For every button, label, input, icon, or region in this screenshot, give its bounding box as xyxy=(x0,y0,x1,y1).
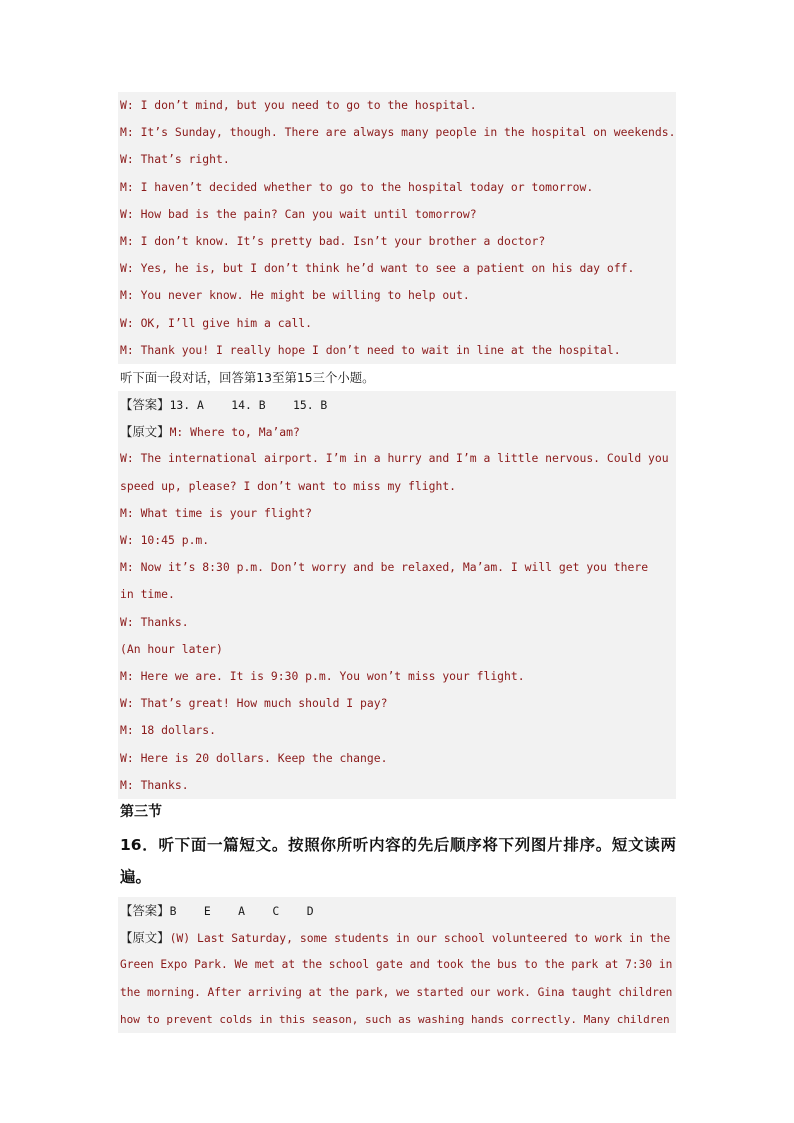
dialogue-line: W: How bad is the pain? Can you wait until tomorrow? xyxy=(120,206,477,221)
instruction-13-15: 听下面一段对话，回答第13至第15三个小题。 xyxy=(118,364,676,391)
transcript-line: W: Thanks. xyxy=(120,614,189,629)
transcript-first-line xyxy=(118,924,676,951)
dialogue-line: W: Yes, he is, but I don’t think he’d want to see a patient on his day off. xyxy=(120,261,635,276)
document-page xyxy=(118,92,676,1033)
transcript-line: in time. xyxy=(120,587,175,602)
section-heading: 第三节 xyxy=(118,799,676,826)
dialogue-line: W: I don’t mind, but you need to go to the hospital. xyxy=(120,98,477,112)
answer-line xyxy=(118,391,676,418)
answer-block-16 xyxy=(118,897,676,1033)
transcript-text: M: Where to, Ma’am? xyxy=(169,425,300,440)
answer-tag: 【答案】 xyxy=(120,397,170,413)
dialogue-line: M: I don’t know. It’s pretty bad. Isn’t your brother a doctor? xyxy=(120,233,546,248)
transcript-line: Green Expo Park. We met at the school gate and took the bus to the park at 7:30 in xyxy=(120,958,673,972)
question-16: 16．听下面一篇短文。按照你所听内容的先后顺序将下列图片排序。短文读两遍。 xyxy=(118,826,676,897)
transcript-tag: 【原文】 xyxy=(120,930,170,946)
transcript-line: W: 10:45 p.m. xyxy=(120,533,210,547)
transcript-line: (An hour later) xyxy=(120,641,223,656)
dialogue-line: M: I haven’t decided whether to go to the hospital today or tomorrow. xyxy=(120,179,594,194)
answer-text: 13. A 14. B 15. B xyxy=(169,398,328,413)
transcript-text: (W) Last Saturday, some students in our school volunteered to work in the xyxy=(169,931,671,946)
answer-tag: 【答案】 xyxy=(120,903,170,919)
transcript-line: M: Now it’s 8:30 p.m. Don’t worry and be relaxed, Ma’am. I will get you there xyxy=(120,560,649,575)
transcript-tag: 【原文】 xyxy=(120,424,170,440)
transcript-line: M: What time is your flight? xyxy=(120,505,313,520)
transcript-line: speed up, please? I don’t want to miss my flight. xyxy=(120,478,457,493)
transcript-line: M: 18 dollars. xyxy=(120,723,217,738)
dialogue-line: M: You never know. He might be willing to help out. xyxy=(120,288,470,303)
answer-text: B E A C D xyxy=(169,904,314,919)
transcript-line: how to prevent colds in this season, such as washing hands correctly. Many children xyxy=(120,1012,670,1026)
transcript-line: W: The international airport. I’m in a hurry and I’m a little nervous. Could you xyxy=(120,451,669,466)
answer-line xyxy=(118,897,676,924)
transcript-line: the morning. After arriving at the park, we started our work. Gina taught children xyxy=(120,985,673,999)
transcript-line: M: Here we are. It is 9:30 p.m. You won’t miss your flight. xyxy=(120,668,525,683)
dialogue-line: M: Thank you! I really hope I don’t need to wait in line at the hospital. xyxy=(120,342,621,357)
dialogue-line: W: OK, I’ll give him a call. xyxy=(120,315,313,330)
transcript-line: M: Thanks. xyxy=(120,777,189,792)
answer-block-13-15 xyxy=(118,391,676,799)
transcript-first-line xyxy=(118,418,676,445)
dialogue-line: W: That’s right. xyxy=(120,152,230,167)
transcript-line: W: That’s great! How much should I pay? xyxy=(120,696,388,711)
transcript-line: W: Here is 20 dollars. Keep the change. xyxy=(120,750,388,765)
dialogue-line: M: It’s Sunday, though. There are always many people in the hospital on weekends. xyxy=(120,125,676,140)
dialogue-block xyxy=(118,92,676,364)
